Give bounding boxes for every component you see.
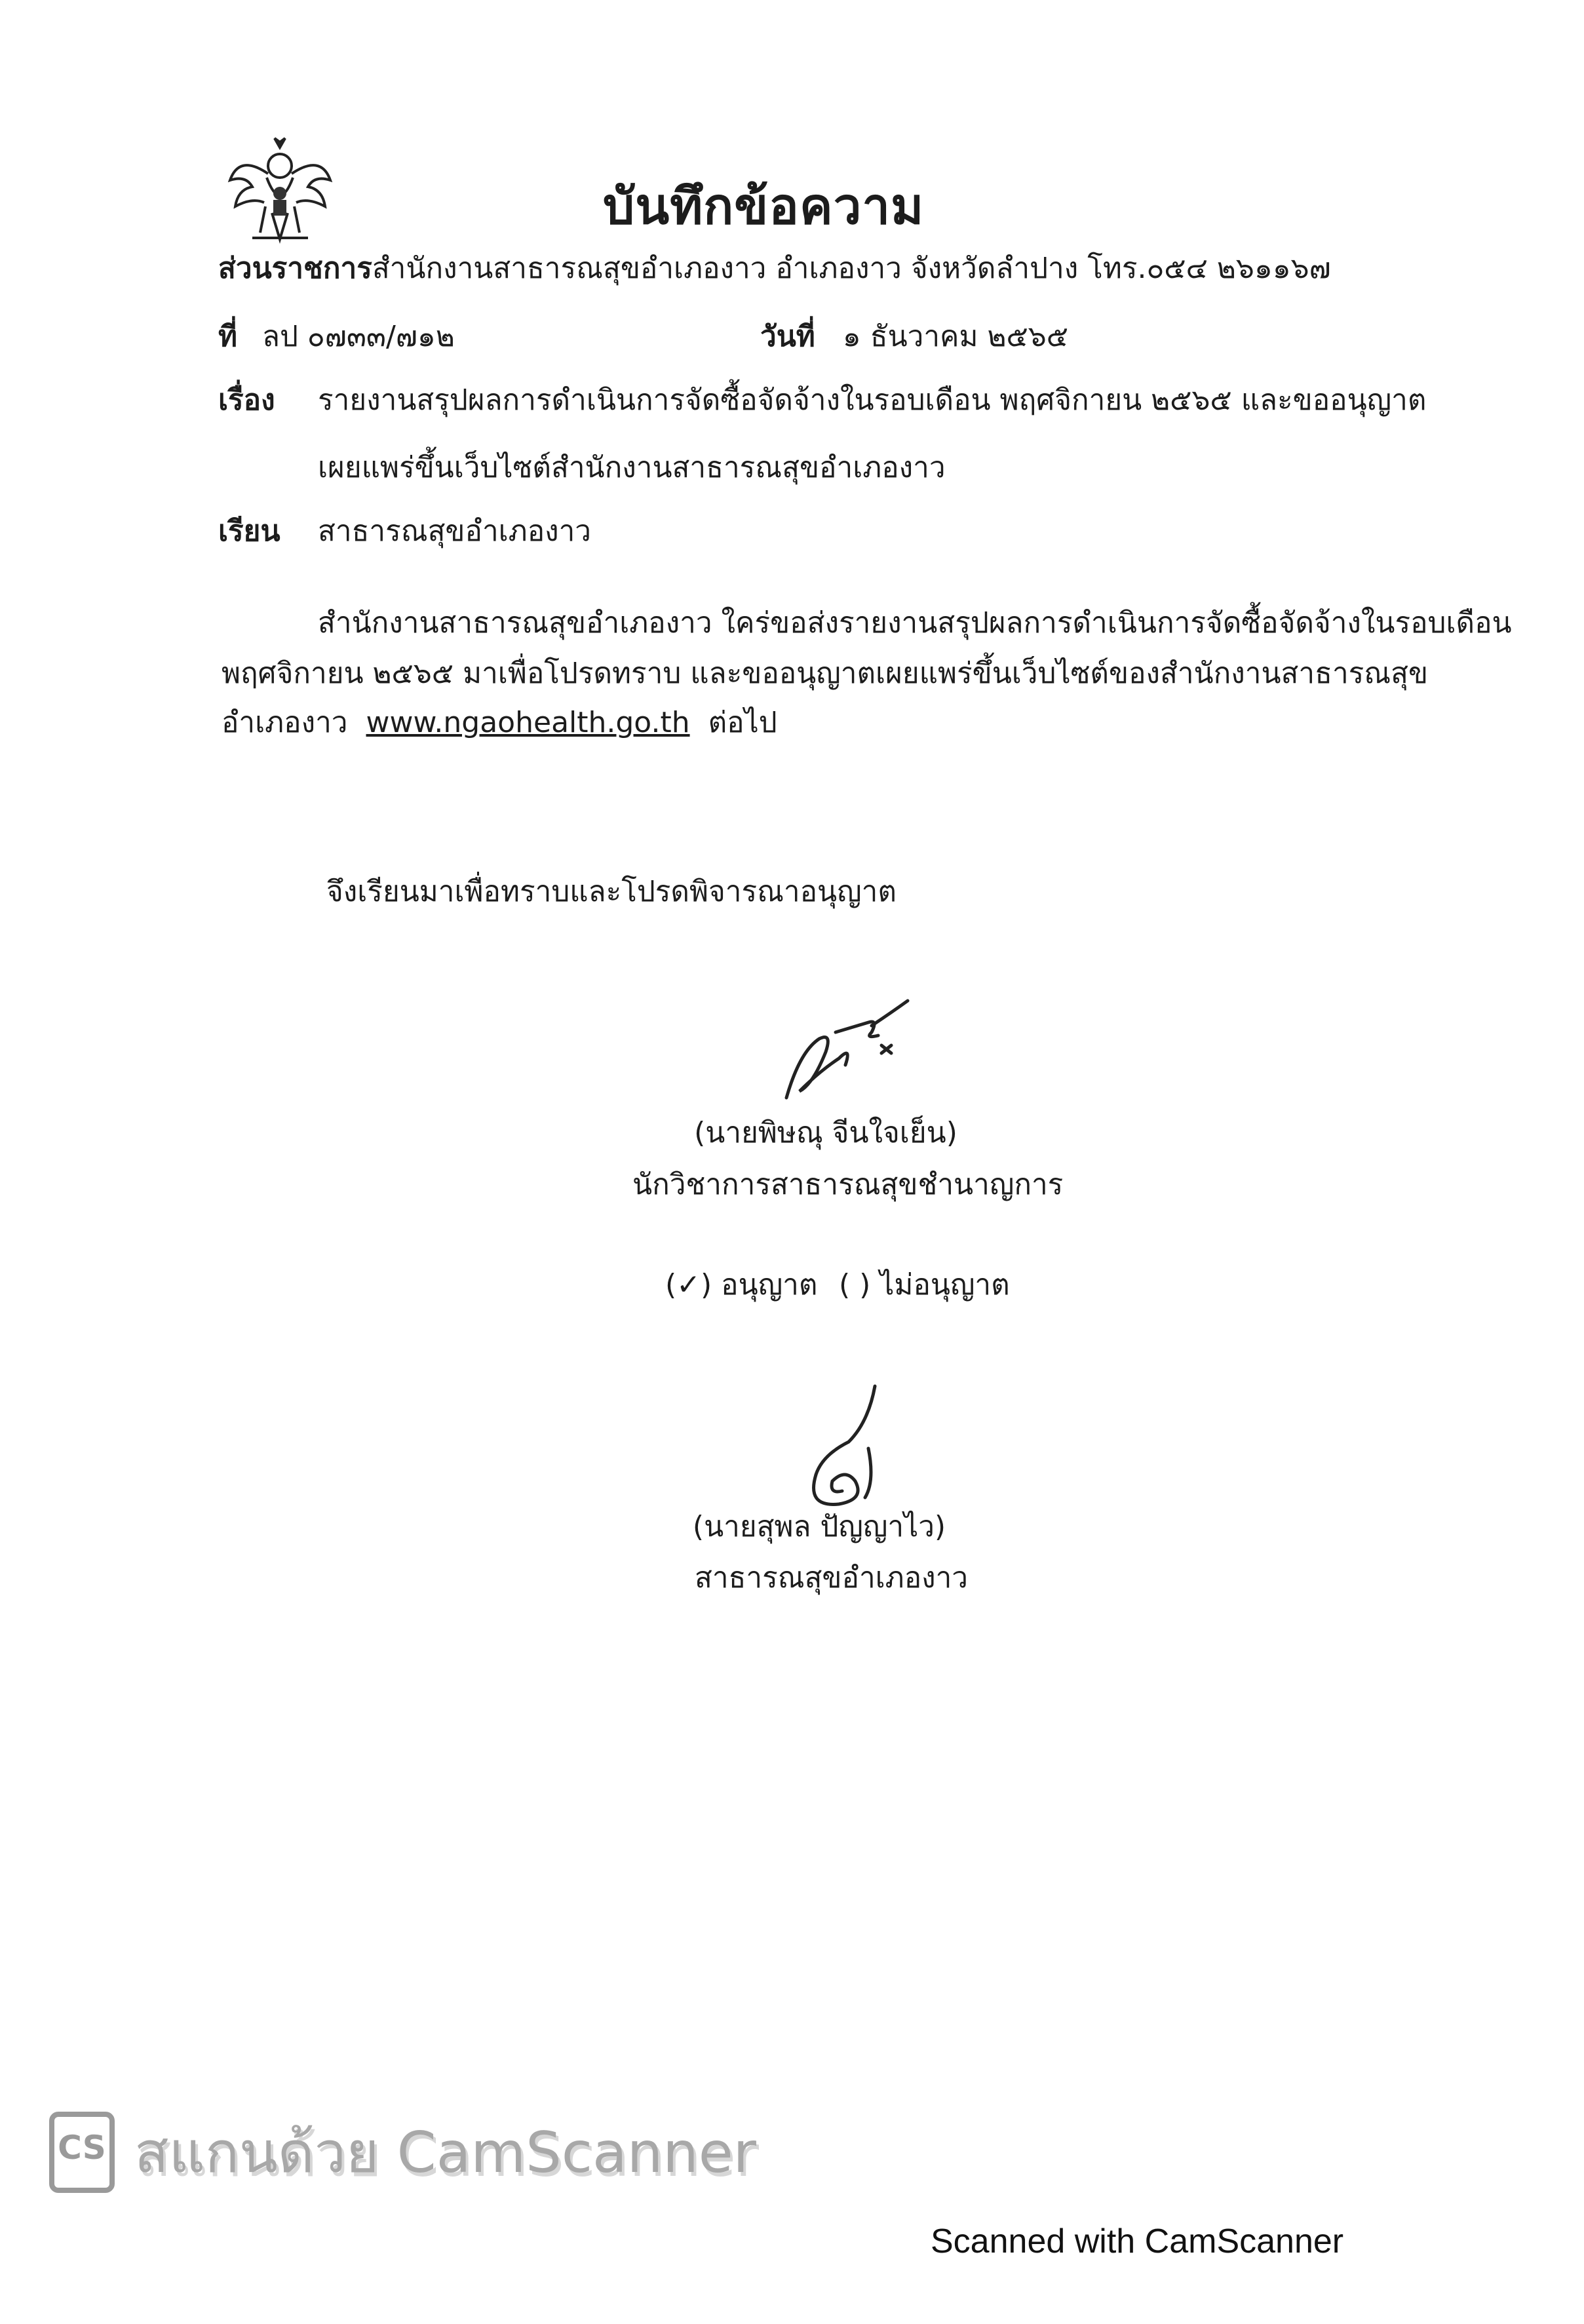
approved-option[interactable]: (✓) อนุญาต xyxy=(665,1268,818,1302)
subject-line-2: เผยแพร่ขึ้นเว็บไซต์สำนักงานสาธารณสุขอำเภองาว xyxy=(318,451,946,484)
camscanner-logo-icon: CS xyxy=(49,2112,115,2193)
to-value: สาธารณสุขอำเภองาว xyxy=(318,514,592,548)
body-line-3-post: ต่อไป xyxy=(708,706,777,739)
ref-number xyxy=(218,320,455,355)
to-label: เรียน xyxy=(218,514,280,548)
date-label: วันที่ xyxy=(760,320,815,353)
agency-line xyxy=(218,252,1331,286)
agency-label: ส่วนราชการ xyxy=(218,252,372,285)
body-line-2: พฤศจิกายน ๒๕๖๕ มาเพื่อโปรดทราบ และขออนุญาตเผยแพร่ขึ้นเว็บไซต์ของสำนักงานสาธารณสุข xyxy=(222,657,1429,690)
garuda-emblem-icon xyxy=(226,134,334,246)
signer-1-name: (นายพิษณุ จีนใจเย็น) xyxy=(694,1116,957,1150)
camscanner-watermark-text: สแกนด้วย CamScanner xyxy=(134,2120,757,2186)
website-link[interactable]: www.ngaohealth.go.th xyxy=(366,706,690,739)
not-approved-option[interactable]: ( ) ไม่อนุญาต xyxy=(839,1268,1010,1302)
subject-line-1: รายงานสรุปผลการดำเนินการจัดซื้อจัดจ้างในรอบเดือน พฤศจิกายน ๒๕๖๕ และขออนุญาต xyxy=(318,383,1427,417)
scanned-with-camscanner: Scanned with CamScanner xyxy=(931,2222,1344,2260)
body-line-3 xyxy=(222,706,777,741)
subject-label: เรื่อง xyxy=(218,383,275,417)
date-value: ๑ ธันวาคม ๒๕๖๕ xyxy=(842,320,1069,353)
signer-1-position: นักวิชาการสาธารณสุขชำนาญการ xyxy=(632,1168,1064,1201)
document-title: บันทึกข้อความ xyxy=(603,177,925,235)
agency-value: สำนักงานสาธารณสุขอำเภองาว อำเภองาว จังหวัดลำปาง โทร.๐๕๔ ๒๖๑๑๖๗ xyxy=(372,252,1331,285)
ref-label: ที่ xyxy=(218,320,238,353)
body-line-3-pre: อำเภองาว xyxy=(222,706,348,739)
ref-value: ลป ๐๗๓๓/๗๑๒ xyxy=(262,320,455,353)
signer-2-name: (นายสุพล ปัญญาไว) xyxy=(692,1510,946,1543)
closing-line: จึงเรียนมาเพื่อทราบและโปรดพิจารณาอนุญาต xyxy=(326,875,897,908)
camscanner-watermark xyxy=(49,2107,756,2197)
signature-1 xyxy=(773,993,924,1108)
body-line-1: สำนักงานสาธารณสุขอำเภองาว ใคร่ขอส่งรายงานสรุปผลการดำเนินการจัดซื้อจัดจ้างในรอบเดือน xyxy=(318,606,1512,640)
signer-2-position: สาธารณสุขอำเภองาว xyxy=(695,1561,969,1595)
document-date xyxy=(760,320,1068,355)
signature-2 xyxy=(803,1383,888,1514)
